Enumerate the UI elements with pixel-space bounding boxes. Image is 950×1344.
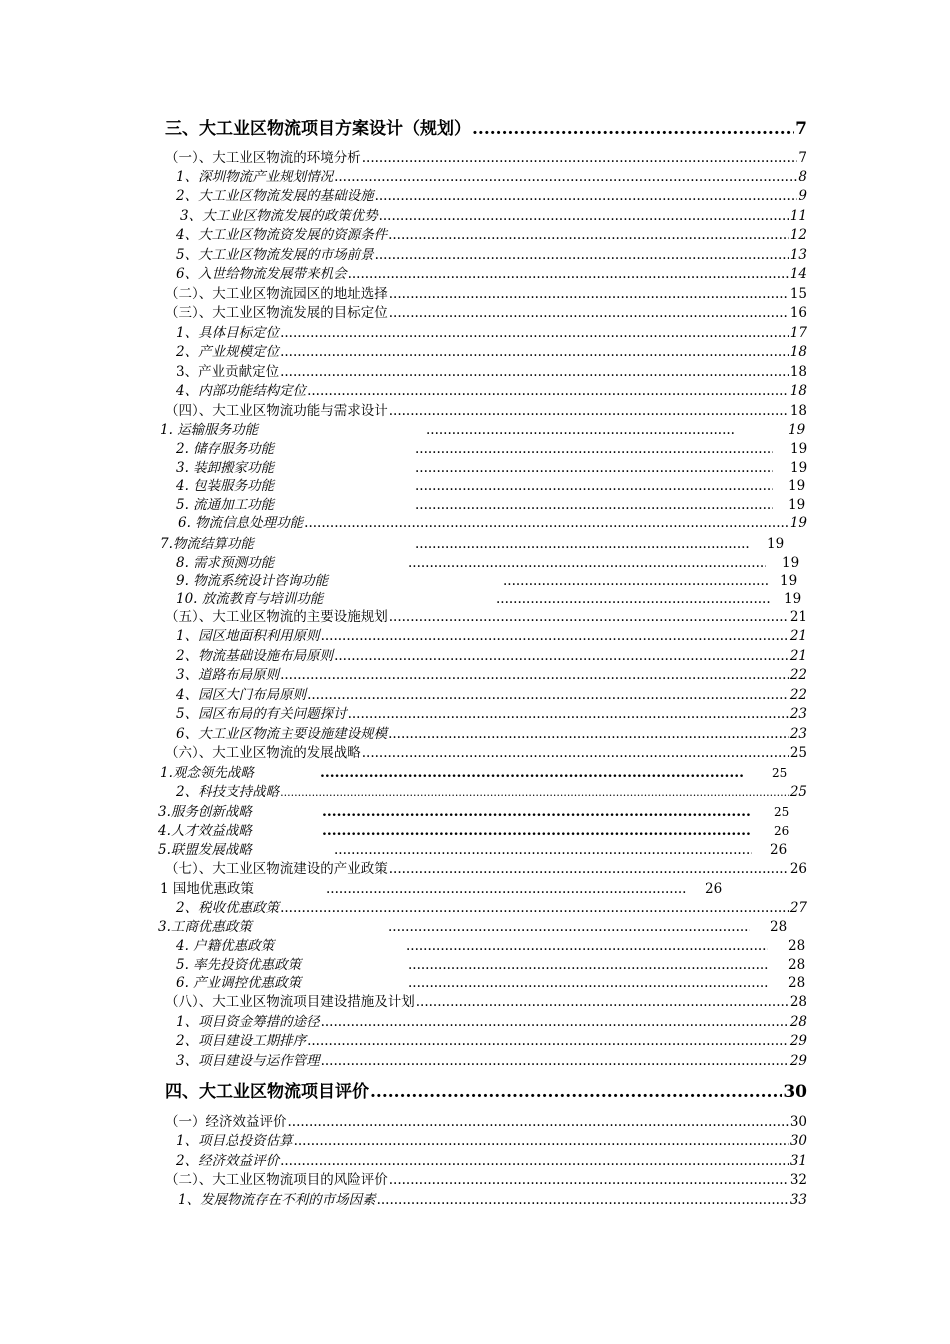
toc-entry-title: （五）、大工业区物流的主要设施规划 xyxy=(165,609,388,625)
dot-leader xyxy=(334,168,797,187)
toc-entry-title: 2. 储存服务功能 xyxy=(176,441,275,457)
dot-leader xyxy=(362,149,798,168)
toc-entry-title: 9. 物流系统设计咨询功能 xyxy=(176,573,329,589)
dot-leader xyxy=(388,226,789,245)
toc-entry xyxy=(180,207,807,226)
toc-entry-title: 4、大工业区物流资发展的资源条件 xyxy=(176,227,388,243)
toc-page-number: 25 xyxy=(789,745,807,761)
dot-leader xyxy=(370,1081,782,1103)
toc-entry-title: 7.物流结算功能 xyxy=(160,536,254,552)
toc-entry xyxy=(160,764,807,783)
toc-entry xyxy=(176,187,807,206)
toc-entry-title: 4. 户籍优惠政策 xyxy=(176,938,275,954)
toc-entry xyxy=(176,265,807,284)
toc-page-number: 23 xyxy=(789,706,807,722)
toc-entry xyxy=(176,343,807,362)
toc-entry xyxy=(176,1132,807,1151)
toc-entry-title: （四）、大工业区物流功能与需求设计 xyxy=(165,403,388,419)
toc-entry-title: 3、产业贡献定位 xyxy=(176,364,280,380)
toc-entry xyxy=(178,514,807,533)
dot-leader xyxy=(415,477,773,496)
toc-entry xyxy=(176,477,807,496)
toc-page-number: 28 xyxy=(788,938,806,954)
toc-page-number: 22 xyxy=(789,667,807,683)
toc-entry-title: （三）、大工业区物流发展的目标定位 xyxy=(165,305,388,321)
dot-leader xyxy=(362,744,789,763)
toc-page-number: 25 xyxy=(772,766,788,780)
toc-entry xyxy=(158,918,807,937)
toc-entry xyxy=(176,647,807,666)
dot-leader xyxy=(388,725,789,744)
toc-entry xyxy=(158,841,807,860)
dot-leader xyxy=(320,764,744,783)
dot-leader xyxy=(389,608,789,627)
dot-leader xyxy=(406,937,768,956)
toc-entry xyxy=(176,459,807,478)
dot-leader xyxy=(348,705,789,724)
dot-leader xyxy=(280,1152,789,1171)
toc-page-number: 26 xyxy=(770,842,788,858)
dot-leader xyxy=(389,285,789,304)
toc-page-number: 19 xyxy=(789,515,807,531)
toc-page-number: 7 xyxy=(798,150,807,166)
dot-leader xyxy=(348,265,789,284)
toc-entry xyxy=(176,956,807,975)
dot-leader xyxy=(280,343,789,362)
toc-entry xyxy=(176,590,807,609)
toc-entry-title: 1、深圳物流产业规划情况 xyxy=(176,169,334,185)
toc-page-number: 18 xyxy=(789,403,807,419)
toc-entry xyxy=(160,421,807,440)
toc-page-number: 30 xyxy=(783,1082,807,1102)
toc-entry xyxy=(158,822,807,841)
toc-page-number: 19 xyxy=(790,441,808,457)
toc-entry xyxy=(176,382,807,401)
toc-entry-title: 三、大工业区物流项目方案设计（规划） xyxy=(165,119,471,139)
toc-entry-title: 4、内部功能结构定位 xyxy=(176,383,307,399)
toc-page-number: 11 xyxy=(789,208,807,224)
toc-entry-title: 5.联盟发展战略 xyxy=(158,842,252,858)
toc-entry-title: 10. 放流教育与培训功能 xyxy=(176,591,324,607)
toc-entry xyxy=(176,226,807,245)
toc-entry-title: 6. 产业调控优惠政策 xyxy=(176,975,302,991)
toc-entry xyxy=(176,1152,807,1171)
toc-entry xyxy=(176,666,807,685)
toc-entry xyxy=(176,324,807,343)
toc-page-number: 28 xyxy=(770,919,788,935)
toc-entry-title: 5、大工业区物流发展的市场前景 xyxy=(176,247,374,263)
toc-entry-title: 4.人才效益战略 xyxy=(158,823,252,839)
toc-entry-title: 6. 物流信息处理功能 xyxy=(178,515,304,531)
toc-entry xyxy=(176,725,807,744)
dot-leader xyxy=(472,118,794,140)
toc-entry xyxy=(160,535,807,554)
dot-leader xyxy=(415,496,773,515)
toc-page-number: 25 xyxy=(789,784,807,800)
dot-leader xyxy=(408,554,766,573)
toc-page-number: 26 xyxy=(705,881,723,897)
dot-leader xyxy=(280,783,789,802)
toc-entry xyxy=(178,1191,807,1210)
toc-entry xyxy=(176,627,807,646)
toc-page-number: 18 xyxy=(789,344,807,360)
toc-entry-title: （六）、大工业区物流的发展战略 xyxy=(165,745,361,761)
toc-entry-title: 3、项目建设与运作管理 xyxy=(176,1053,320,1069)
dot-leader xyxy=(379,207,789,226)
toc-entry-title: 1、项目总投资估算 xyxy=(176,1133,293,1149)
toc-entry-title: 2、税收优惠政策 xyxy=(176,900,280,916)
dot-leader xyxy=(334,841,752,860)
dot-leader xyxy=(389,1171,789,1190)
toc-page-number: 9 xyxy=(798,188,807,204)
toc-entry xyxy=(176,168,807,187)
toc-entry-title: 4. 包装服务功能 xyxy=(176,478,275,494)
toc-entry-title: （二）、大工业区物流项目的风险评价 xyxy=(165,1172,388,1188)
dot-leader xyxy=(408,956,768,975)
toc-entry xyxy=(165,304,807,323)
dot-leader xyxy=(307,1032,789,1051)
toc-entry-title: 5. 流通加工功能 xyxy=(176,497,275,513)
toc-entry xyxy=(176,1032,807,1051)
toc-entry xyxy=(165,402,807,421)
toc-entry-title: （一）、大工业区物流的环境分析 xyxy=(165,150,361,166)
dot-leader xyxy=(321,1052,789,1071)
toc-entry xyxy=(176,1052,807,1071)
toc-page-number: 29 xyxy=(789,1053,807,1069)
toc-page-number: 26 xyxy=(789,861,807,877)
toc-page-number: 19 xyxy=(788,422,806,438)
dot-leader xyxy=(389,402,789,421)
toc-entry xyxy=(165,1171,807,1190)
toc-page-number: 21 xyxy=(789,648,807,664)
toc-page-number: 23 xyxy=(789,726,807,742)
dot-leader xyxy=(389,860,789,879)
toc-section-heading xyxy=(165,118,807,140)
toc-entry-title: 2、科技支持战略 xyxy=(176,784,280,800)
toc-entry xyxy=(176,974,807,993)
toc-page-number: 19 xyxy=(767,536,785,552)
dot-leader xyxy=(322,803,752,822)
toc-entry-title: 6、大工业区物流主要设施建设规模 xyxy=(176,726,388,742)
toc-page-number: 17 xyxy=(789,325,807,341)
toc-page-number: 21 xyxy=(789,609,807,625)
toc-page-number: 7 xyxy=(795,119,807,139)
toc-entry xyxy=(176,899,807,918)
dot-leader xyxy=(321,627,789,646)
toc-entry xyxy=(176,686,807,705)
toc-entry-title: （七）、大工业区物流建设的产业政策 xyxy=(165,861,388,877)
toc-entry-title: 2、经济效益评价 xyxy=(176,1153,280,1169)
dot-leader xyxy=(375,246,789,265)
dot-leader xyxy=(388,918,750,937)
toc-entry-title: 3.工商优惠政策 xyxy=(158,919,252,935)
toc-page-number: 28 xyxy=(788,957,806,973)
toc-entry-title: 3、道路布局原则 xyxy=(176,667,280,683)
toc-page-number: 19 xyxy=(784,591,802,607)
toc-entry-title: 6、入世给物流发展带来机会 xyxy=(176,266,347,282)
toc-entry xyxy=(165,285,807,304)
dot-leader xyxy=(496,590,770,609)
toc-page-number: 27 xyxy=(789,900,807,916)
toc-entry xyxy=(176,363,807,382)
toc-entry-title: 3.服务创新战略 xyxy=(158,804,252,820)
dot-leader xyxy=(408,974,768,993)
dot-leader xyxy=(426,421,736,440)
toc-entry xyxy=(176,937,807,956)
toc-page-number: 28 xyxy=(788,975,806,991)
toc-page-number: 18 xyxy=(789,383,807,399)
toc-entry-title: 2、项目建设工期排序 xyxy=(176,1033,307,1049)
toc-page-number: 30 xyxy=(789,1114,807,1130)
toc-page-number: 19 xyxy=(790,460,808,476)
toc-entry xyxy=(176,440,807,459)
toc-page-number: 14 xyxy=(789,266,807,282)
toc-entry-title: 2、大工业区物流发展的基础设施 xyxy=(176,188,374,204)
toc-page-number: 12 xyxy=(789,227,807,243)
dot-leader xyxy=(503,572,768,591)
toc-page-number: 19 xyxy=(780,573,798,589)
toc-page-number: 28 xyxy=(789,1014,807,1030)
toc-entry-title: 5、园区布局的有关问题探讨 xyxy=(176,706,347,722)
toc-entry-title: 1 国地优惠政策 xyxy=(160,881,254,897)
toc-page-number: 8 xyxy=(798,169,807,185)
toc-page-number: 30 xyxy=(789,1133,807,1149)
dot-leader xyxy=(322,822,752,841)
dot-leader xyxy=(334,647,789,666)
toc-entry xyxy=(176,496,807,515)
toc-entry xyxy=(158,803,807,822)
toc-entry xyxy=(176,705,807,724)
toc-page-number: 33 xyxy=(789,1192,807,1208)
toc-entry-title: 1、具体目标定位 xyxy=(176,325,280,341)
dot-leader xyxy=(375,187,798,206)
toc-entry xyxy=(176,554,807,573)
toc-entry xyxy=(165,608,807,627)
toc-entry xyxy=(165,1113,807,1132)
toc-page-number: 19 xyxy=(788,497,806,513)
toc-entry-title: 2、物流基础设施布局原则 xyxy=(176,648,334,664)
toc-entry-title: 4、园区大门布局原则 xyxy=(176,687,307,703)
toc-page-number: 28 xyxy=(789,994,807,1010)
toc-entry xyxy=(176,783,807,802)
toc-entry-title: 5. 率先投资优惠政策 xyxy=(176,957,302,973)
toc-entry xyxy=(165,993,807,1012)
toc-entry-title: （一）经济效益评价 xyxy=(165,1114,287,1130)
dot-leader xyxy=(288,1113,789,1132)
dot-leader xyxy=(415,459,773,478)
toc-entry xyxy=(165,744,807,763)
dot-leader xyxy=(280,899,789,918)
toc-page-number: 19 xyxy=(788,478,806,494)
dot-leader xyxy=(280,324,789,343)
toc-page-number: 15 xyxy=(789,286,807,302)
toc-page-number: 32 xyxy=(789,1172,807,1188)
dot-leader xyxy=(280,666,789,685)
dot-leader xyxy=(415,535,751,554)
toc-entry-title: （八）、大工业区物流项目建设措施及计划 xyxy=(165,994,415,1010)
toc-entry-title: 1. 运输服务功能 xyxy=(160,422,259,438)
toc-entry-title: 1、发展物流存在不利的市场因素 xyxy=(178,1192,376,1208)
dot-leader xyxy=(304,514,789,533)
dot-leader xyxy=(280,363,789,382)
toc-entry-title: 3. 装卸搬家功能 xyxy=(176,460,275,476)
toc-entry xyxy=(176,1013,807,1032)
toc-entry-title: （二）、大工业区物流园区的地址选择 xyxy=(165,286,388,302)
dot-leader xyxy=(307,382,789,401)
toc-page-number: 22 xyxy=(789,687,807,703)
toc-page-number: 13 xyxy=(789,247,807,263)
toc-entry-title: 3、大工业区物流发展的政策优势 xyxy=(180,208,378,224)
toc-page-number: 29 xyxy=(789,1033,807,1049)
dot-leader xyxy=(416,993,789,1012)
toc-entry-title: 8. 需求预测功能 xyxy=(176,555,275,571)
toc-entry-title: 四、大工业区物流项目评价 xyxy=(165,1082,369,1102)
toc-entry xyxy=(165,860,807,879)
toc-section-heading xyxy=(165,1081,807,1103)
toc-page-number: 31 xyxy=(789,1153,807,1169)
toc-entry-title: 1.观念领先战略 xyxy=(160,765,254,781)
toc-entry-title: 2、产业规模定位 xyxy=(176,344,280,360)
toc-entry xyxy=(176,572,807,591)
toc-entry xyxy=(160,880,807,899)
dot-leader xyxy=(294,1132,789,1151)
dot-leader xyxy=(307,686,789,705)
toc-entry-title: 1、项目资金筹措的途径 xyxy=(176,1014,320,1030)
toc-entry-title: 1、园区地面积利用原则 xyxy=(176,628,320,644)
toc-page-number: 16 xyxy=(789,305,807,321)
dot-leader xyxy=(326,880,686,899)
dot-leader xyxy=(389,304,789,323)
toc-entry xyxy=(176,246,807,265)
toc-page-number: 26 xyxy=(774,824,790,838)
toc-entry xyxy=(165,149,807,168)
toc-page-number: 18 xyxy=(789,364,807,380)
dot-leader xyxy=(415,440,773,459)
toc-page-number: 19 xyxy=(782,555,800,571)
toc-page-number: 21 xyxy=(789,628,807,644)
dot-leader xyxy=(321,1013,789,1032)
dot-leader xyxy=(377,1191,789,1210)
toc-page-number: 25 xyxy=(774,805,790,819)
